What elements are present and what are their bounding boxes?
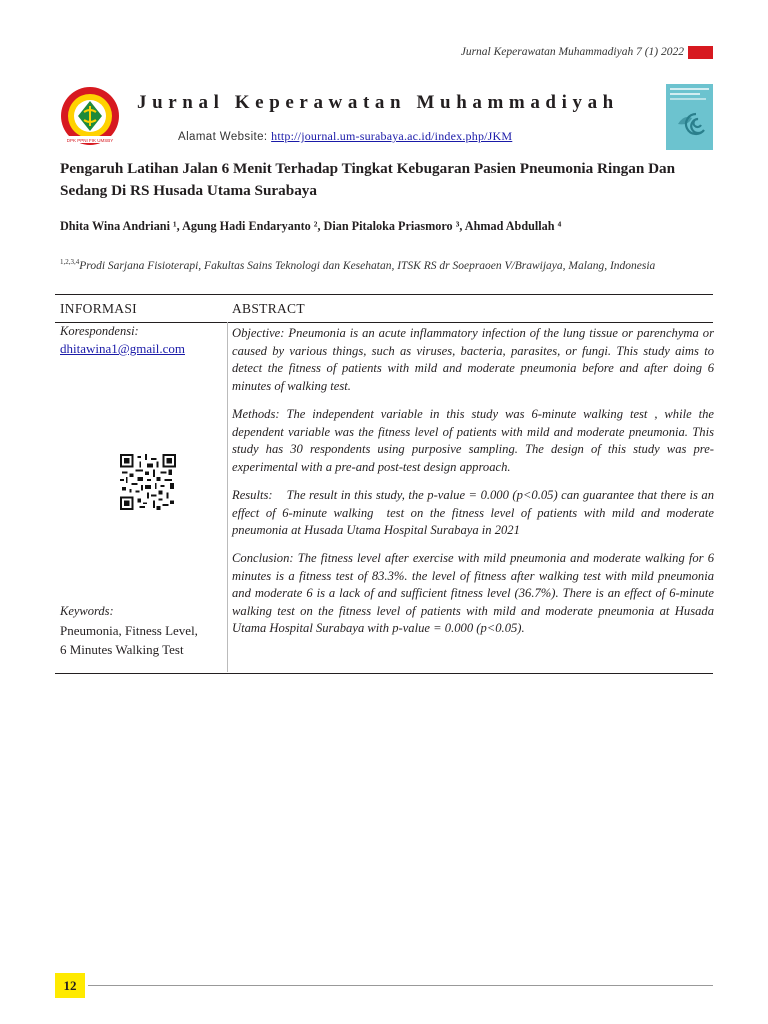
page-number-badge: 12 [55,973,85,998]
keyword-line: 6 Minutes Walking Test [60,642,184,657]
qr-code-icon [120,454,176,510]
table-header-rule [55,322,713,323]
info-heading: INFORMASI [60,301,137,316]
website-link[interactable]: http://journal.um-surabaya.ac.id/index.php/JKM [271,129,513,143]
website-label: Alamat Website: [178,131,272,143]
header-accent-block [688,46,713,59]
running-header-citation: Jurnal Keperawatan Muhammadiyah 7 (1) 2022 [460,46,684,58]
table-top-rule [55,294,713,295]
table-bottom-rule [55,673,713,674]
abstract-conclusion: Conclusion: The fitness level after exercise with mild pneumonia and moderate walking for 6 minutes is a fitness test of 83.3%. the level of fitness after walking test with mild pneumonia and moderate 6 is a lack of and sufficient fitness level (36.7%). There is an effect of 6-minute walking test on the fitness level of patients with mild and moderate pneumonia at Husada Utama Hospital Surabaya with p-value = 0.000 (p<0.05). [232,551,714,636]
affiliation [60,255,700,273]
journal-cover-icon [666,84,713,150]
author-list: Dhita Wina Andriani ¹, Agung Hadi Endaryanto ², Dian Pitaloka Priasmoro ³, Ahmad Abdullah ⁴ [60,219,562,233]
footer-rule [88,985,713,986]
keywords-list [60,621,225,659]
affiliation-marks: 1,2,3,4 [60,258,80,266]
abstract-results: Results: The result in this study, the p-value = 0.000 (p<0.05) can guarantee that there is an effect of 6-minute walking test on the fitness level of patients with mild and moderate pneumonia at Husada Utama Hospital Surabaya in 2021 [232,488,718,538]
article-title: Pengaruh Latihan Jalan 6 Menit Terhadap Tingkat Kebugaran Pasien Pneumonia Ringan Dan Sedang Di RS Husada Utama Surabaya [60,160,676,199]
abstract-methods: Methods: The independent variable in this study was 6-minute walking test , while the dependent variable was the fitness level of patients with mild and moderate pneumonia. This study has 30 respondents using purposive sampling. The design of this study was pre-experimental with a pre-and post-test design approach. [232,407,714,474]
journal-title: Jurnal Keperawatan Muhammadiyah [137,92,619,113]
column-divider [227,322,228,672]
affiliation-text: Prodi Sarjana Fisioterapi, Fakultas Sains Teknologi dan Kesehatan, ITSK RS dr Soepraoen V/Brawijaya, Malang, Indonesia [79,260,656,272]
correspondence-email-link[interactable]: dhitawina1@gmail.com [60,341,185,356]
ppni-seal-icon [60,86,120,146]
website-line [178,129,512,144]
correspondence-label: Korespondensi: [60,324,139,338]
keyword-line: Pneumonia, Fitness Level, [60,623,198,638]
abstract-heading: ABSTRACT [232,301,305,316]
logo-text: DPK PPNI FIK UMSBY [66,137,114,143]
keywords-label: Keywords: [60,604,114,618]
abstract-objective: Objective: Pneumonia is an acute inflammatory infection of the lung tissue or parenchyma or caused by various things, such as viruses, bacteria, parasites, or fungi. This study aims to detect the fitness of patients with mild and moderate pneumonia before and after doing 6 minutes of walking test. [232,326,714,393]
